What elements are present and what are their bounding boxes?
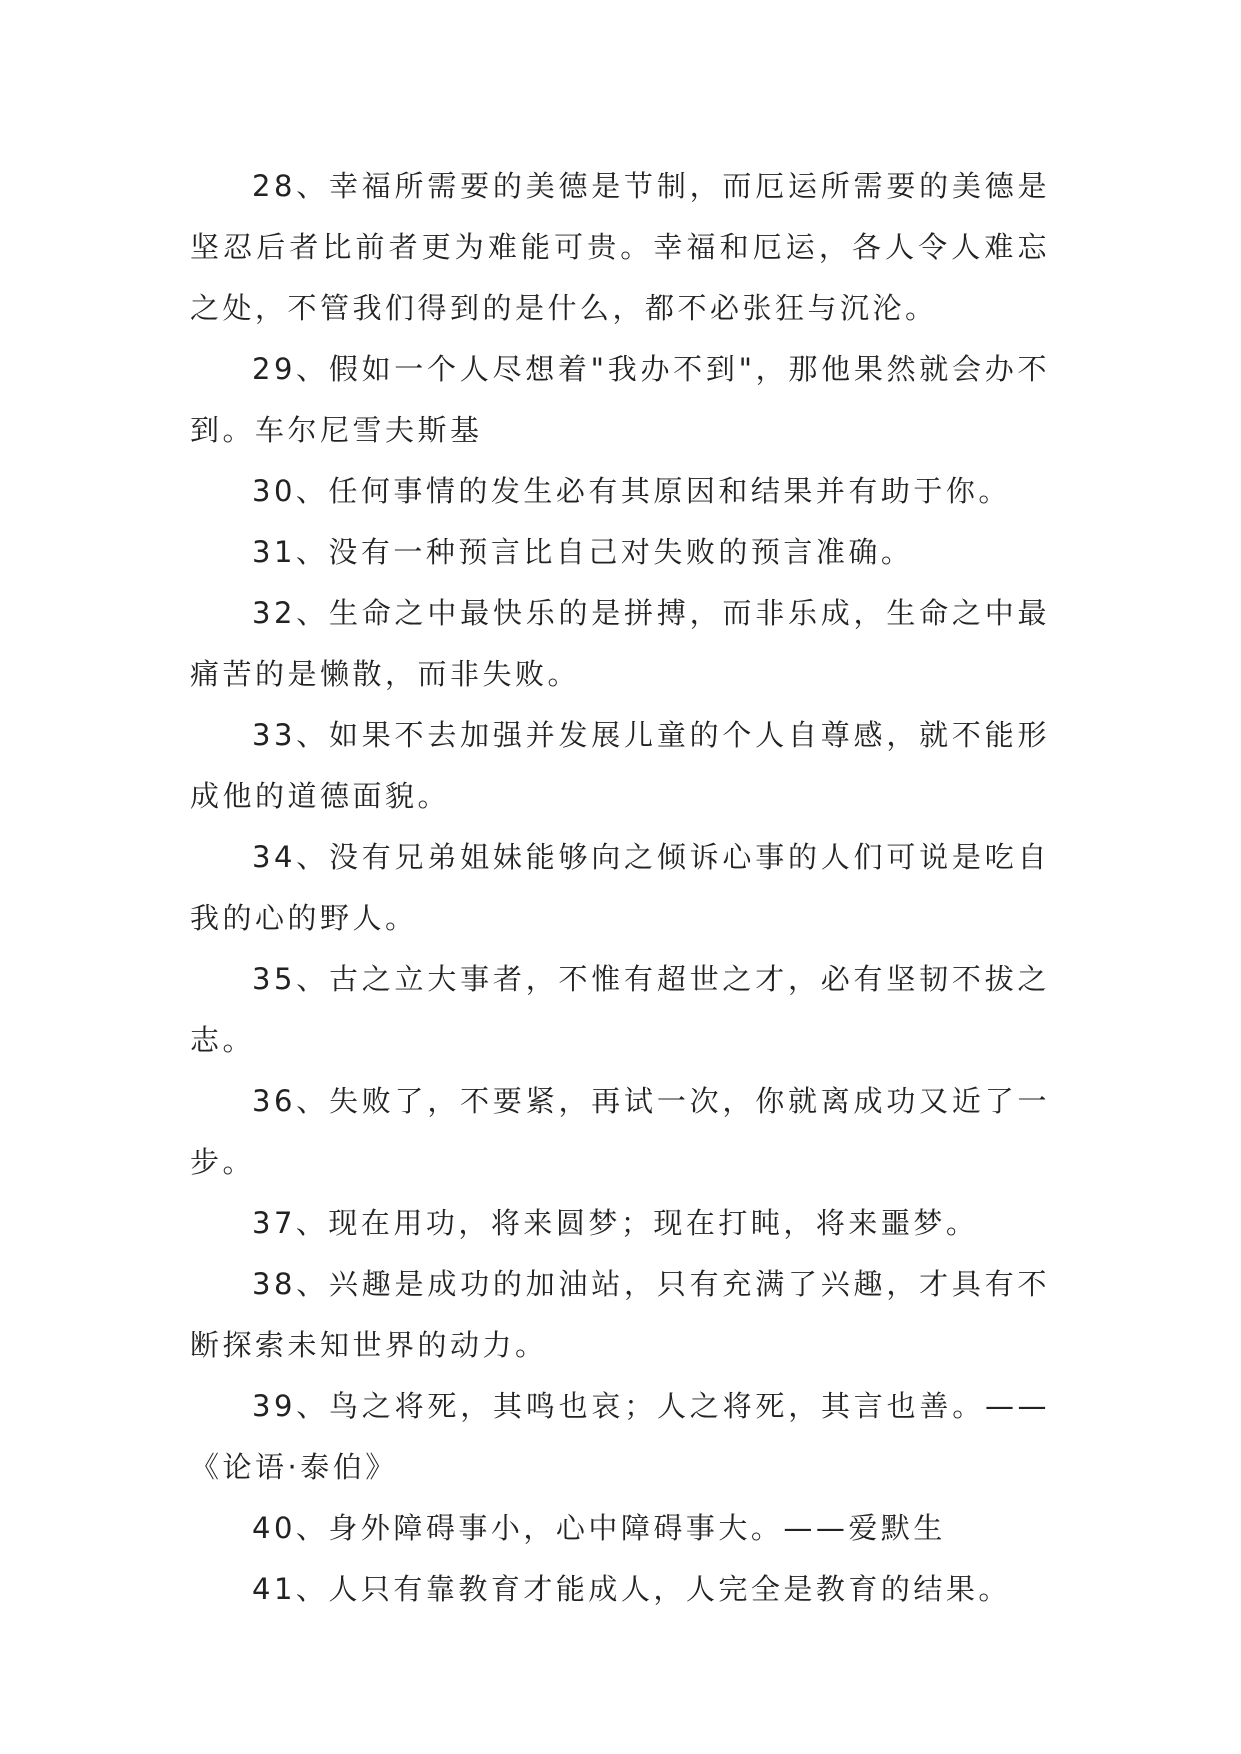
quote-paragraph: 28、幸福所需要的美德是节制，而厄运所需要的美德是坚忍后者比前者更为难能可贵。幸福和厄运，各人令人难忘之处，不管我们得到的是什么，都不必张狂与沉沦。 — [190, 169, 1050, 325]
quote-paragraph: 36、失败了，不要紧，再试一次，你就离成功又近了一步。 — [190, 1084, 1050, 1179]
quote-paragraph: 37、现在用功，将来圆梦；现在打盹，将来噩梦。 — [252, 1206, 979, 1240]
quote-paragraph: 31、没有一种预言比自己对失败的预言准确。 — [252, 535, 914, 569]
quote-paragraph: 39、鸟之将死，其鸣也哀；人之将死，其言也善。——《论语·泰伯》 — [190, 1389, 1050, 1484]
quote-paragraph: 30、任何事情的发生必有其原因和结果并有助于你。 — [252, 474, 1011, 508]
quote-paragraph: 33、如果不去加强并发展儿童的个人自尊感，就不能形成他的道德面貌。 — [190, 718, 1050, 813]
quote-paragraph: 41、人只有靠教育才能成人，人完全是教育的结果。 — [252, 1572, 1011, 1606]
quote-paragraph: 38、兴趣是成功的加油站，只有充满了兴趣，才具有不断探索未知世界的动力。 — [190, 1267, 1050, 1362]
quote-paragraph: 34、没有兄弟姐妹能够向之倾诉心事的人们可说是吃自我的心的野人。 — [190, 840, 1050, 935]
quote-paragraph: 40、身外障碍事小，心中障碍事大。——爱默生 — [252, 1511, 946, 1545]
quote-paragraph: 32、生命之中最快乐的是拼搏，而非乐成，生命之中最痛苦的是懒散，而非失败。 — [190, 596, 1050, 691]
quote-list — [190, 156, 1050, 1620]
quote-paragraph: 35、古之立大事者，不惟有超世之才，必有坚韧不拔之志。 — [190, 962, 1050, 1057]
quote-paragraph: 29、假如一个人尽想着"我办不到"，那他果然就会办不到。车尔尼雪夫斯基 — [190, 352, 1050, 447]
